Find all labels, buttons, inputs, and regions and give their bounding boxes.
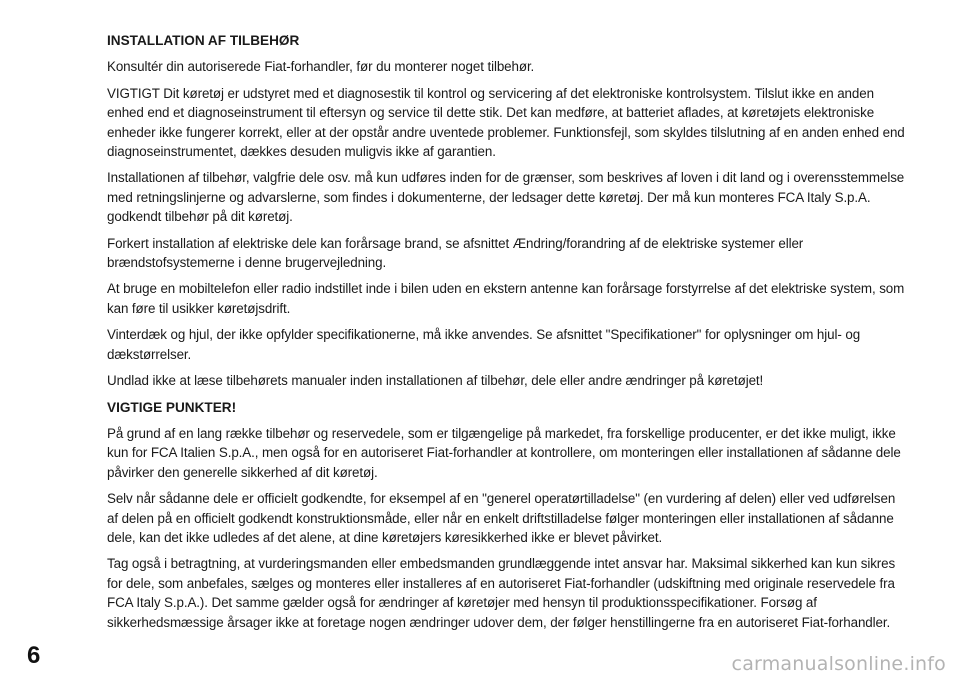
paragraph-winter-tires: Vinterdæk og hjul, der ikke opfylder specifikationerne, må ikke anvendes. Se afsnittet "Specifikationer" for oplysninger om hjul- og dækstørrelser. bbox=[107, 327, 861, 362]
section-heading-installation: INSTALLATION AF TILBEHØR bbox=[107, 33, 300, 48]
paragraph-responsibility: Tag også i betragtning, at vurderingsmanden eller embedsmanden grundlæggende intet ansvar har. Maksimal sikkerhed kan kun sikres for dele, som anbefales, sælges og monteres eller installeres af en autoriseret Fiat-forhandler (udskiftning med originale reservedele fra FCA Italy S.p.A.). Det samme gælder også for ændringer af køretøjer med hensyn til produktionsspecifikationer. Forsøg af sikkerhedsmæssige årsager ikke at foretage nogen ændringer udover dem, der følger henstillingerne fra en autoriseret Fiat-forhandler. bbox=[107, 556, 896, 630]
paragraph-mobile-radio: At bruge en mobiltelefon eller radio indstillet inde i bilen uden en ekstern antenne kan forårsage forstyrrelse af det elektriske system, som kan føre til usikker køretøjsdrift. bbox=[107, 281, 905, 316]
paragraph-read-manuals: Undlad ikke at læse tilbehørets manualer inden installationen af tilbehør, dele eller andre ændringer på køretøjet! bbox=[107, 373, 764, 389]
paragraph-official-approval: Selv når sådanne dele er officielt godkendte, for eksempel af en "generel operatørtilladelse" (en vurdering af delen) eller ved udførelsen af delen på en officielt godkendt konstruktionsmåde, eller når en enkelt driftstilladelse følger monteringen eller installationen af sådanne dele, kan det ikke udledes af det alene, at dine køretøjers køresikkerhed ikke er blevet påvirket. bbox=[107, 491, 896, 545]
paragraph-diagnostic-warning: VIGTIGT Dit køretøj er udstyret med et diagnosestik til kontrol og servicering af det elektroniske kontrolsystem. Tilslut ikke en anden enhed end et diagnoseinstrument til eftersyn og service til dette stik. Det kan medføre, at batteriet aflades, at køretøjets elektroniske enheder ikke fungerer korrekt, eller at der opstår andre uventede problemer. Funktionsfejl, som skyldes tilslutning af en anden enhed end diagnoseinstrumentet, dækkes desuden muligvis ikke af garantien. bbox=[107, 85, 905, 160]
paragraph-electrical-fire: Forkert installation af elektriske dele kan forårsage brand, se afsnittet Ændring/forandring af de elektriske systemer eller brændstofsystemerne i denne brugervejledning. bbox=[107, 235, 804, 271]
page-number: 6 bbox=[27, 642, 41, 669]
paragraph-installation-limits: Installationen af tilbehør, valgfrie dele osv. må kun udføres inden for de grænser, som beskrives af loven i dit land og i overensstemmelse med retningslinjerne og advarslerne, som findes i dokumenterne, der ledsager dette køretøj. Der må kun monteres FCA Italy S.p.A. godkendt tilbehør på dit køretøj. bbox=[107, 170, 905, 225]
watermark-text: carmanualsonline.info bbox=[731, 653, 946, 675]
section-heading-important: VIGTIGE PUNKTER! bbox=[107, 399, 237, 415]
page-content bbox=[107, 31, 907, 639]
paragraph-parts-variety: På grund af en lang række tilbehør og reservedele, som er tilgængelige på markedet, fra forskellige producenter, er det ikke muligt, ikke kun for FCA Italien S.p.A., men også for en autoriseret Fiat-forhandler at kontrollere, om monteringen eller installationen af sådanne dele påvirker den generelle sikkerhed af dit køretøj. bbox=[107, 425, 901, 480]
paragraph-consult-dealer: Konsultér din autoriserede Fiat-forhandler, før du monterer noget tilbehør. bbox=[107, 59, 535, 75]
